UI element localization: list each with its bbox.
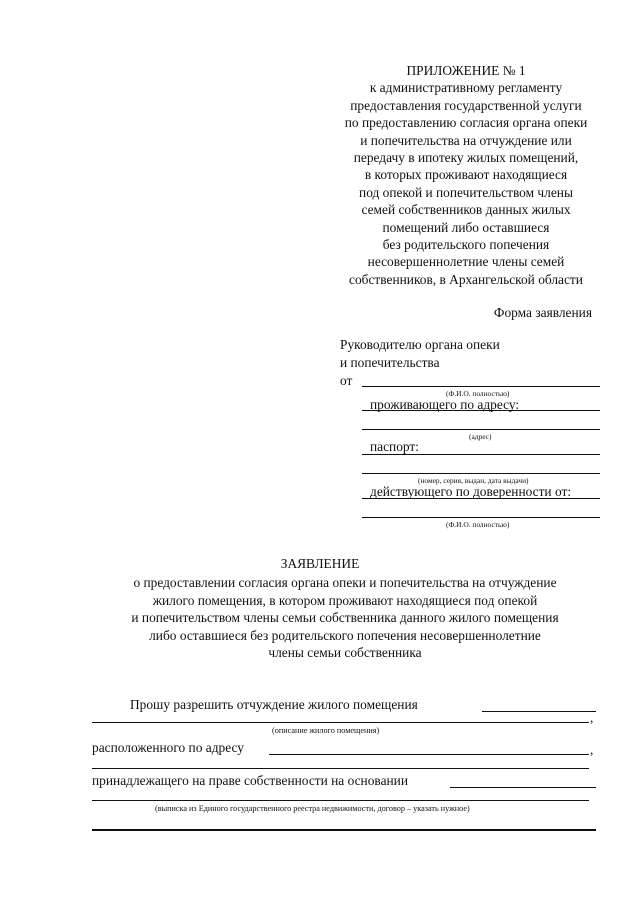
statement-subtitle — [90, 574, 600, 662]
located-text: расположенного по адресу — [92, 740, 244, 755]
addressee-line-1: Руководителю органа опеки — [340, 337, 500, 352]
subtitle-line: и попечительством члены семьи собственника данного жилого помещения — [131, 610, 559, 626]
appendix-line: ПРИЛОЖЕНИЕ № 1 — [406, 63, 526, 78]
owned-text: принадлежащего на праве собственности на основании — [92, 773, 409, 788]
subtitle-line: либо оставшиеся без родительского попечения несовершеннолетние — [149, 627, 541, 643]
passport-line — [362, 454, 600, 455]
proxy-label: действующего по доверенности от: — [370, 484, 572, 499]
bottom-rule — [92, 829, 596, 831]
located-comma: , — [590, 742, 594, 757]
form-label: Форма заявления — [493, 305, 592, 320]
appendix-line: в которых проживают находящиеся — [364, 167, 568, 183]
description-field[interactable] — [92, 722, 589, 723]
address-extra-field[interactable] — [92, 768, 589, 769]
appendix-line: предоставления государственной услуги — [350, 97, 582, 113]
request-text: Прошу разрешить отчуждение жилого помещения — [130, 697, 418, 712]
appendix-header — [300, 62, 632, 288]
subtitle-line: о предоставлении согласия органа опеки и попечительства на отчуждение — [133, 575, 557, 590]
description-comma: , — [590, 710, 594, 725]
proxy-fio-field[interactable] — [362, 517, 600, 518]
appendix-line: под опекой и попечительством члены — [359, 184, 573, 200]
address-hint: (адрес) — [469, 432, 492, 441]
appendix-line: несовершеннолетние члены семей — [367, 254, 565, 270]
passport-hint: (номер, серия, выдан, дата выдачи) — [418, 476, 529, 485]
from-label: от — [340, 373, 353, 388]
appendix-line: передачу в ипотеку жилых помещений, — [353, 150, 579, 166]
address-field[interactable] — [362, 429, 600, 430]
subtitle-line: жилого помещения, в котором проживают находящиеся под опекой — [152, 592, 538, 608]
address-field-main[interactable] — [269, 754, 589, 755]
request-field[interactable] — [482, 711, 596, 712]
proxy-fio-hint: (Ф.И.О. полностью) — [446, 520, 510, 529]
appendix-line: помещений либо оставшиеся — [382, 219, 550, 235]
ownership-extra-field[interactable] — [92, 800, 589, 801]
appendix-line: к административному регламенту — [369, 80, 563, 96]
passport-field[interactable] — [362, 473, 600, 474]
proxy-line — [362, 498, 600, 499]
description-hint: (описание жилого помещения) — [272, 726, 380, 735]
subtitle-line: члены семьи собственника — [268, 645, 422, 661]
residing-label: проживающего по адресу: — [370, 397, 520, 412]
fio-hint: (Ф.И.О. полностью) — [446, 389, 510, 398]
passport-label: паспорт: — [370, 439, 420, 454]
from-fio-field[interactable] — [362, 386, 600, 387]
statement-title: ЗАЯВЛЕНИЕ — [280, 556, 360, 571]
addressee-line-2: и попечительства — [340, 354, 440, 370]
appendix-line: и попечительства на отчуждение или — [360, 132, 572, 148]
appendix-line: без родительского попечения — [382, 237, 550, 253]
residing-line — [362, 410, 600, 411]
appendix-line: семей собственников данных жилых — [361, 202, 571, 218]
appendix-line: по предоставлению согласия органа опеки — [344, 115, 588, 131]
addressee-block — [340, 336, 500, 371]
extract-hint: (выписка из Единого государственного реестра недвижимости, договор – указать нужное) — [155, 804, 470, 813]
ownership-basis-field[interactable] — [450, 787, 596, 788]
appendix-line: собственников, в Архангельской области — [349, 271, 583, 287]
